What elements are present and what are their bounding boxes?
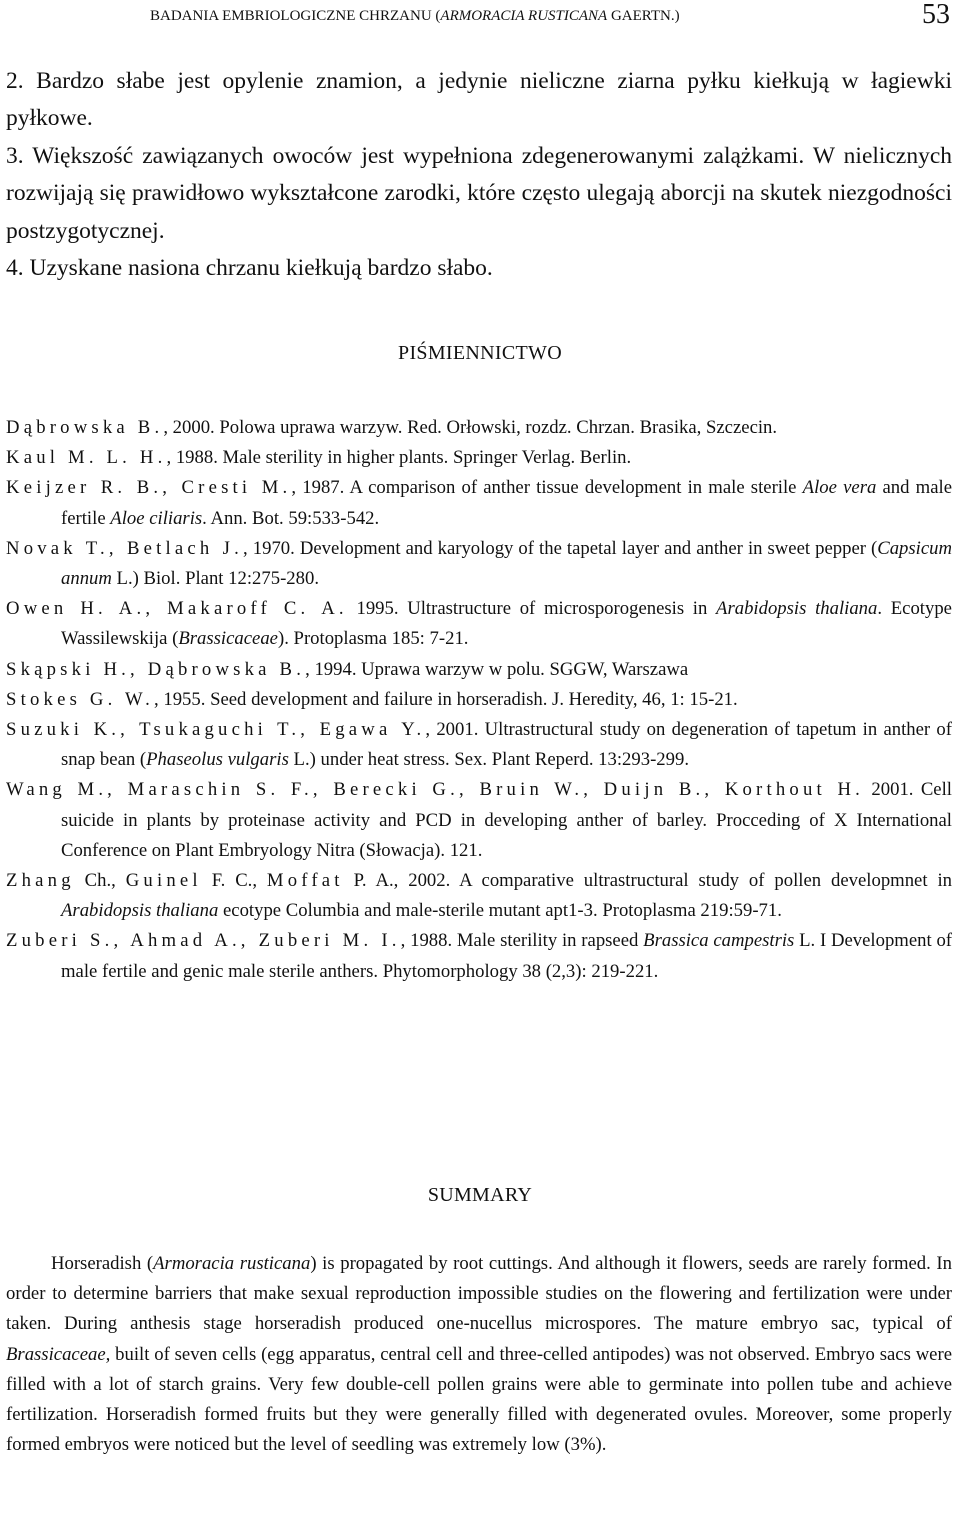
page-number: 53 [922,0,950,30]
running-head [150,2,950,30]
reference-text: L.) Biol. Plant 12:275-280. [111,568,319,590]
reference-text: , 1970. Development and karyology of the tapetal layer and anther in sweet pepper ( [243,537,878,559]
reference-text: F. C., [201,870,267,892]
references-heading: PIŚMIENNICTWO [398,342,562,364]
reference-authors: Moffat [266,870,344,892]
reference-text: ). Protoplasma 185: 7-21. [277,628,469,650]
reference-text: Ch., [74,870,126,892]
reference-text: and male fertile [61,477,952,529]
summary-species: Armoracia rusticana [153,1253,311,1274]
reference-item [6,443,952,473]
summary-family: Brassicaceae, [6,1343,111,1365]
reference-species: Brassica campestris [643,930,795,952]
summary-heading: SUMMARY [427,1184,533,1206]
reference-authors: Guinel [125,870,202,892]
conclusions [6,63,952,287]
reference-authors: Keijzer R. B., Cresti M. [6,477,292,499]
reference-text: . Ann. Bot. 59:533-542. [202,507,380,529]
reference-text: P. A., 2002. A comparative ultrastructural study of pollen developmnet in [343,870,952,892]
reference-authors: Wang M., Maraschin S. F., Berecki G., Bruin W., Duijn B., Korthout H. [6,779,865,801]
running-title [150,8,680,24]
reference-authors: Kaul M. L. H. [6,447,167,469]
reference-authors: Stokes G. W. [6,688,155,710]
conclusion-item: 3. Większość zawiązanych owoców jest wypełniona zdegenerowanymi zalążkami. W nielicznych rozwijają się prawidłowo wykształcone zarodki, które często ulegają aborcji na skutek niezgodności postzygotycznej. [6,142,952,244]
reference-species: Arabidopsis thaliana [716,598,878,620]
reference-item [6,655,952,685]
reference-item [6,534,952,594]
reference-text: ecotype Columbia and male-sterile mutant apt1-3. Protoplasma 219:59-71. [218,900,782,922]
reference-species: Capsicum annum [61,537,952,590]
reference-authors: Suzuki K., Tsukaguchi T., Egawa Y. [6,719,426,741]
reference-item [6,685,952,715]
reference-text: , 1988. Male sterility in rapseed [400,930,644,952]
summary-text: Horseradish ( [51,1253,154,1274]
reference-item [6,473,952,533]
reference-text: L. I Development of male fertile and genic male sterile anthers. Phytomorphology 38 (2,3): 219-221. [61,930,953,982]
running-title-italic: ARMORACIA RUSTICANA [440,8,608,24]
reference-species: Arabidopsis thaliana [61,900,219,922]
reference-item [6,413,952,443]
reference-text: , 1988. Male sterility in higher plants. Springer Verlag. Berlin. [166,447,632,469]
reference-authors: Dąbrowska B. [6,417,164,438]
reference-species: Phaseolus vulgaris [146,749,289,771]
reference-species: Aloe vera [802,477,877,499]
reference-item [6,715,952,775]
reference-text: 2001. Cell suicide in plants by proteinase activity and PCD in developing anther of barley. Procceding of X International Conference on Plant Embryology Nitra (Słowacja). 121. [61,779,952,861]
reference-species: Aloe ciliaris [110,507,203,529]
running-title-part: BADANIA EMBRIOLOGICZNE CHRZANU ( [150,8,441,24]
reference-text: , 1994. Uprawa warzyw w polu. SGGW, Warszawa [305,658,689,680]
reference-item [6,866,952,926]
summary-text: ) is propagated by root cuttings. And although it flowers, seeds are rarely formed. In order to determine barriers that make sexual reproduction impossible studies on the flowering and fertilization were under taken. During anthesis stage horseradish produced one-nucellus microspores. The mature embryo sac, typical of [6,1253,952,1335]
reference-text: L.) under heat stress. Sex. Plant Reperd. 13:293-299. [288,749,690,771]
reference-text: , 2000. Polowa uprawa warzyw. Red. Orłowski, rozdz. Chrzan. Brasika, Szczecin. [163,417,778,438]
reference-text: 1995. Ultrastructure of microsporogenesis in [347,598,717,620]
reference-authors: Owen H. A., Makaroff C. A. [6,598,348,620]
reference-item [6,594,952,654]
reference-family: Brassicaceae [178,628,278,650]
reference-authors: Skąpski H., Dąbrowska B. [6,658,306,680]
reference-item [6,775,952,866]
reference-authors: Zhang [6,870,75,892]
conclusion-item: 2. Bardzo słabe jest opylenie znamion, a jedynie nieliczne ziarna pyłku kiełkują w łagiewki pyłkowe. [6,68,952,132]
summary-text: built of seven cells (egg apparatus, central cell and three-celled antipodes) was not observed. Embryo sacs were filled with a lot of starch grains. Very few double-cell pollen grains were able to germinate into pollen tube and achieve fertilization. Horseradish formed fruits but they were generally filled with degenerated ovules. Moreover, some properly formed embryos were noticed but the level of seedling was extremely low (3%). [6,1343,952,1456]
conclusion-item: 4. Uzyskane nasiona chrzanu kiełkują bardzo słabo. [6,255,493,282]
summary-paragraph [6,1249,952,1460]
reference-text: , 2001. Ultrastructural study on degeneration of tapetum in anther of snap bean ( [61,719,952,771]
reference-authors: Zuberi S., Ahmad A., Zuberi M. I. [6,930,401,952]
reference-text: . Ecotype Wassilewskija ( [61,598,952,650]
reference-authors: Novak T., Betlach J. [6,537,244,559]
reference-text: , 1955. Seed development and failure in horseradish. J. Heredity, 46, 1: 15-21. [154,688,738,710]
running-title-part: GAERTN.) [607,8,680,24]
reference-list [6,413,952,987]
reference-item [6,926,952,986]
summary-body [6,1249,952,1460]
reference-text: , 1987. A comparison of anther tissue development in male sterile [291,477,803,499]
